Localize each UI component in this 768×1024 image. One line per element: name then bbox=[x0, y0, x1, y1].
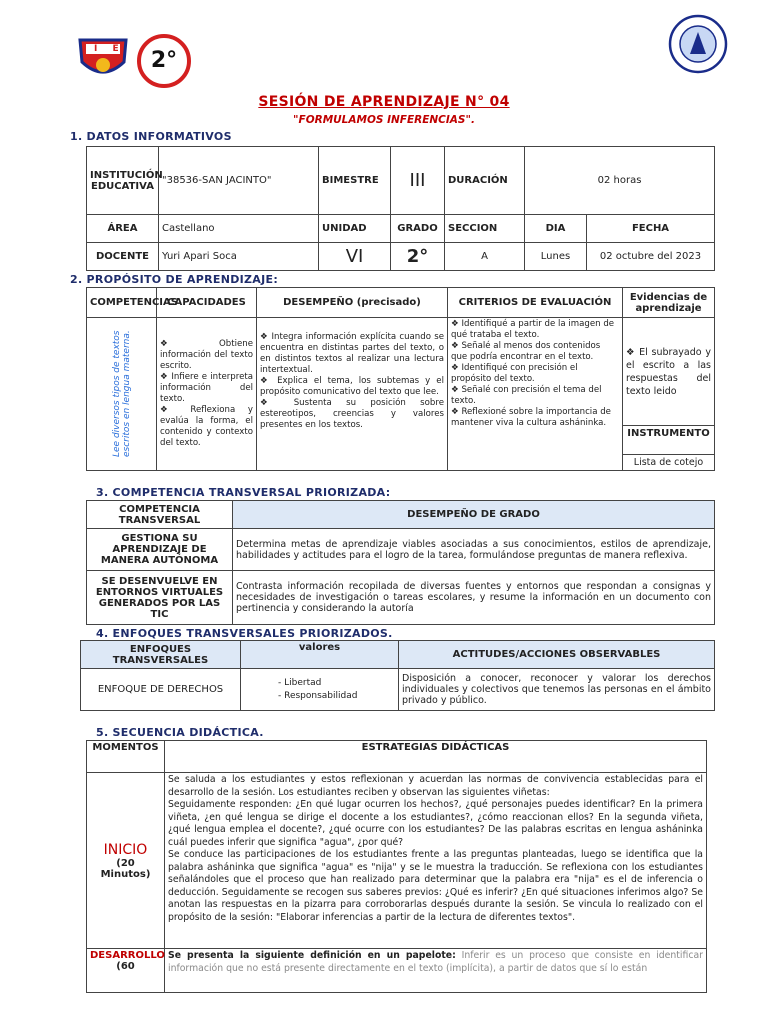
desarrollo-definition: Inferir es un proceso que consiste en identificar información que no está presente directamente en el texto (implícita), a partir de datos que sí lo están bbox=[168, 950, 703, 974]
inicio-paragraph: Se conduce las participaciones de los estudiantes frente a las preguntas planteadas, luego se identifica que la palabra asháninka que significa "agua" es "nija" y se le muestra la traducción. Se reflexiona con los estudiantes señalándoles que el proceso que han realizado para determinar que la palabra era "nija" es el de inferencia o deducción. Seguidamente se recogen sus saberes previos: ¿Qué es inferir? ¿En qué situaciones inferimos algo? Se anotan las respuestas en la pizarra para corroborarlas después durante la sesión. Se vincula lo realizado con el propósito de la sesión: "Elaborar inferencias a partir de la lectura de diferentes textos". bbox=[168, 849, 703, 923]
enfoques-table bbox=[80, 640, 715, 711]
inicio-paragraph: Se saluda a los estudiantes y estos reflexionan y acuerdan las normas de convivencia establecidas para el desarrollo de la sesión. Los estudiantes reciben y observan las siguientes viñetas: bbox=[168, 774, 703, 798]
h-desempeno-grado: DESEMPEÑO DE GRADO bbox=[233, 501, 715, 529]
school-logo bbox=[76, 36, 130, 80]
section-4-heading: 4. ENFOQUES TRANSVERSALES PRIORIZADOS. bbox=[96, 627, 393, 640]
secuencia-table bbox=[86, 740, 707, 993]
inicio-label: INICIO bbox=[103, 841, 148, 858]
fecha-label: FECHA bbox=[587, 215, 715, 243]
grado-value: 2° bbox=[391, 243, 445, 271]
criterios-cell bbox=[448, 318, 623, 471]
criterio-item: ❖ Reflexioné sobre la importancia de mantener viva la cultura asháninka. bbox=[451, 407, 611, 428]
comp-row-desc: Determina metas de aprendizaje viables asociadas a sus conocimientos, estilos de aprendizaje, habilidades y actitudes para el logro de la tarea, formulándose preguntas de manera reflexiva. bbox=[233, 529, 715, 571]
desarrollo-content bbox=[165, 949, 707, 993]
grado-label: GRADO bbox=[391, 215, 445, 243]
desarrollo-lead: Se presenta la siguiente definición en un papelote: bbox=[168, 950, 456, 961]
desempeno-item: ❖ Explica el tema, los subtemas y el propósito comunicativo del texto que lee. bbox=[260, 376, 444, 397]
competencia-cell bbox=[87, 318, 157, 471]
capacidad-item: ❖ Reflexiona y evalúa la forma, el contenido y contexto del texto. bbox=[160, 405, 254, 448]
unidad-value: VI bbox=[319, 243, 391, 271]
duracion-value: 02 horas bbox=[525, 147, 715, 215]
valor-item: - Libertad bbox=[278, 677, 395, 690]
docente-value: Yuri Apari Soca bbox=[159, 243, 319, 271]
h-momentos: MOMENTOS bbox=[87, 741, 165, 773]
inicio-cell bbox=[87, 773, 165, 949]
h-criterios: CRITERIOS DE EVALUACIÓN bbox=[448, 288, 623, 318]
h-capacidades: CAPACIDADES bbox=[157, 288, 257, 318]
area-value: Castellano bbox=[159, 215, 319, 243]
h-competencias: COMPETENCIAS bbox=[87, 288, 157, 318]
inicio-time: (20 Minutos) bbox=[100, 857, 151, 880]
section-1-heading: 1. DATOS INFORMATIVOS bbox=[70, 130, 232, 143]
criterio-item: ❖ Identifiqué a partir de la imagen de qué trataba el texto. bbox=[451, 319, 615, 340]
inicio-paragraph: Seguidamente responden: ¿En qué lugar ocurren los hechos?, ¿qué personajes puedes identificar? En la primera viñeta, ¿en qué lengua se dirige el docente a los estudiantes?, ¿cómo reaccionan ellos? En la segunda viñeta, ¿qué lengua emplea el docente?, ¿qué ocurre con los estudiantes? De las palabras escritas en lengua asháninka cuál puedes inferir que significa "agua", ¿por qué? bbox=[168, 799, 703, 848]
grade-badge: 2° bbox=[137, 34, 191, 88]
evidencia-cell: ❖ El subrayado y el escrito a las respuestas del texto leido bbox=[623, 318, 715, 426]
h-comp-transversal: COMPETENCIA TRANSVERSAL bbox=[87, 501, 233, 529]
h-valores: valores bbox=[241, 641, 399, 669]
seccion-value: A bbox=[445, 243, 525, 271]
desarrollo-cell bbox=[87, 949, 165, 993]
criterio-item: ❖ Identifiqué con precisión el propósito del texto. bbox=[451, 363, 578, 384]
desempeno-item: ❖ Sustenta su posición sobre estereotipos, creencias y valores presentes en los textos. bbox=[260, 398, 444, 430]
seccion-label: SECCION bbox=[445, 215, 525, 243]
dia-label: DIA bbox=[525, 215, 587, 243]
bimestre-label: BIMESTRE bbox=[319, 147, 391, 215]
h-evidencias: Evidencias de aprendizaje bbox=[623, 288, 715, 318]
h-estrategias: ESTRATEGIAS DIDÁCTICAS bbox=[165, 741, 707, 773]
docente-label: DOCENTE bbox=[87, 243, 159, 271]
criterio-item: ❖ Señalé con precisión el tema del texto. bbox=[451, 385, 602, 406]
competencia-text: Lee diversos tipos de textos escritos en lengua materna. bbox=[111, 330, 132, 458]
enfoque-value: ENFOQUE DE DERECHOS bbox=[81, 669, 241, 711]
inst-label: INSTITUCIÓN EDUCATIVA bbox=[87, 147, 159, 215]
area-label: ÁREA bbox=[87, 215, 159, 243]
desarrollo-label: DESARROLLO bbox=[90, 950, 165, 961]
evidencia-text: El subrayado y el escrito a las respuestas del texto leido bbox=[626, 346, 711, 397]
comp-row-desc: Contrasta información recopilada de diversas fuentes y entornos que respondan a consignas y necesidades de investigación o tareas escolares, y resume la información en un documento con pertinencia y considerando la autoría bbox=[233, 571, 715, 625]
section-3-heading: 3. COMPETENCIA TRANSVERSAL PRIORIZADA: bbox=[96, 486, 391, 499]
inst-value: "38536-SAN JACINTO" bbox=[159, 147, 319, 215]
inicio-content bbox=[165, 773, 707, 949]
capacidad-item: ❖ Infiere e interpreta información del texto. bbox=[160, 372, 253, 404]
h-enfoques: ENFOQUES TRANSVERSALES bbox=[81, 641, 241, 669]
valores-cell bbox=[241, 669, 399, 711]
section-2-heading: 2. PROPÓSITO DE APRENDIZAJE: bbox=[70, 273, 279, 286]
valor-item: - Responsabilidad bbox=[278, 690, 395, 703]
h-actitudes: ACTITUDES/ACCIONES OBSERVABLES bbox=[399, 641, 715, 669]
proposito-table bbox=[86, 287, 715, 471]
h-desempeno: DESEMPEÑO (precisado) bbox=[257, 288, 448, 318]
unidad-label: UNIDAD bbox=[319, 215, 391, 243]
dia-value: Lunes bbox=[525, 243, 587, 271]
bimestre-value: III bbox=[391, 147, 445, 215]
desarrollo-time: (60 bbox=[116, 961, 135, 972]
logo-text: I E bbox=[94, 44, 125, 54]
datos-informativos-table bbox=[86, 146, 715, 271]
capacidad-item: ❖ Obtiene información del texto escrito. bbox=[160, 339, 253, 371]
desempeno-item: ❖ Integra información explícita cuando se encuentra en distintas partes del texto, o en distintos textos al realizar una lectura intertextual. bbox=[260, 332, 444, 375]
duracion-label: DURACIÓN bbox=[445, 147, 525, 215]
page-title: SESIÓN DE APRENDIZAJE N° 04 bbox=[258, 94, 510, 110]
fecha-value: 02 octubre del 2023 bbox=[587, 243, 715, 271]
comp-row-label: GESTIONA SU APRENDIZAJE DE MANERA AUTÓNOMA bbox=[87, 529, 233, 571]
section-5-heading: 5. SECUENCIA DIDÁCTICA. bbox=[96, 726, 264, 739]
instrumento-value: Lista de cotejo bbox=[633, 457, 704, 468]
desempenos-cell bbox=[257, 318, 448, 471]
capacidades-cell bbox=[157, 318, 257, 471]
competencia-transversal-table bbox=[86, 500, 715, 625]
instrumento-cell bbox=[623, 426, 715, 471]
ugel-seal bbox=[668, 14, 728, 74]
actitud-value: Disposición a conocer, reconocer y valorar los derechos individuales y colectivos que tenemos las personas en el ámbito privado y público. bbox=[399, 669, 715, 711]
h-instrumento: INSTRUMENTO bbox=[623, 426, 714, 455]
page-subtitle: "FORMULAMOS INFERENCIAS". bbox=[293, 114, 475, 126]
comp-row-label: SE DESENVUELVE EN ENTORNOS VIRTUALES GENERADOS POR LAS TIC bbox=[87, 571, 233, 625]
criterio-item: ❖ Señalé al menos dos contenidos que podría encontrar en el texto. bbox=[451, 341, 601, 362]
